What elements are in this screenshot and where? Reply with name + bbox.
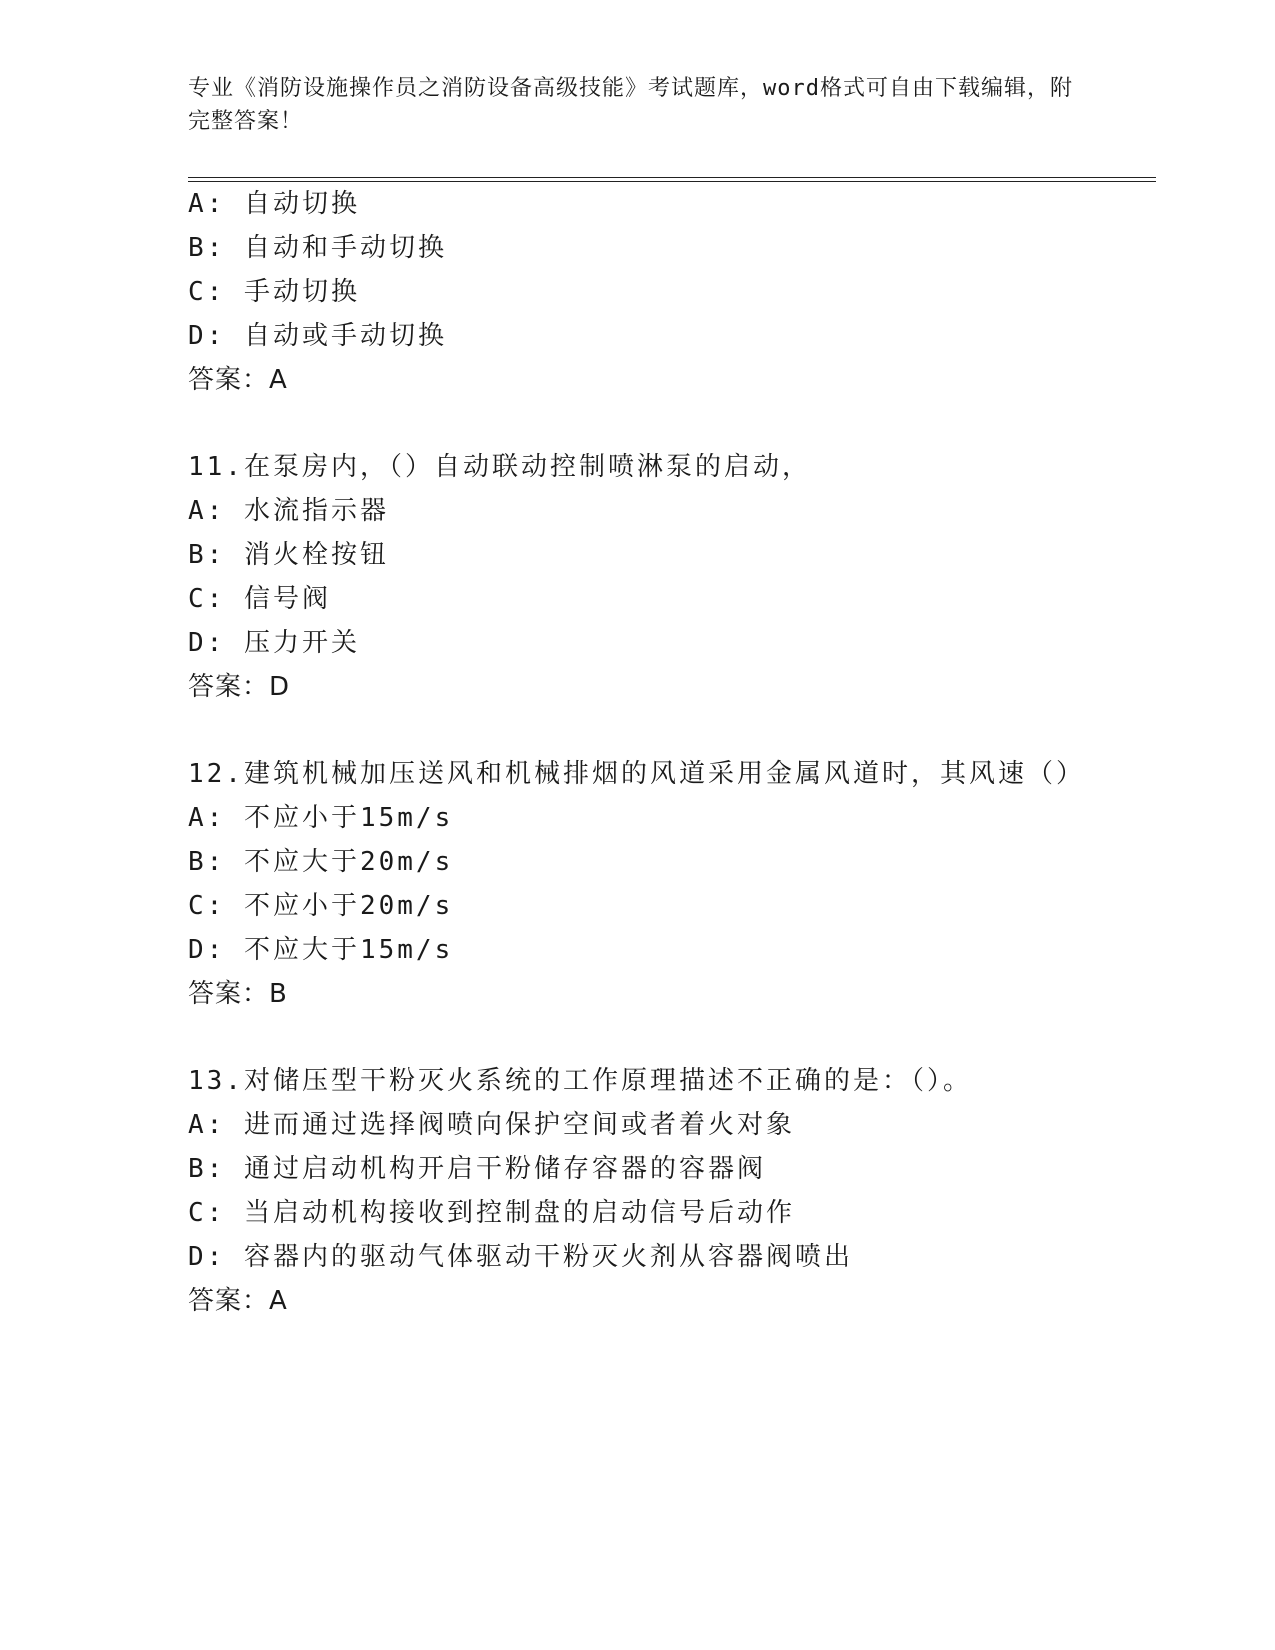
question-stem-12: 12.建筑机械加压送风和机械排烟的风道采用金属风道时，其风速（）	[188, 759, 1085, 789]
option-a: A: 不应小于15m/s	[188, 803, 454, 833]
option-d: D: 不应大于15m/s	[188, 935, 454, 965]
option-a: A: 自动切换	[188, 189, 360, 219]
option-c: C: 手动切换	[188, 277, 360, 307]
option-d: D: 容器内的驱动气体驱动干粉灭火剂从容器阀喷出	[188, 1242, 853, 1272]
option-d: D: 自动或手动切换	[188, 321, 447, 351]
option-b: B: 消火栓按钮	[188, 540, 389, 570]
option-c: C: 信号阀	[188, 584, 331, 614]
option-c: C: 当启动机构接收到控制盘的启动信号后动作	[188, 1198, 795, 1228]
header-divider-bottom	[188, 181, 1156, 182]
question-stem-11: 11.在泵房内，（）自动联动控制喷淋泵的启动，	[188, 452, 811, 482]
option-a: A: 水流指示器	[188, 496, 389, 526]
option-b: B: 自动和手动切换	[188, 233, 447, 263]
option-b: B: 不应大于20m/s	[188, 847, 454, 877]
option-b: B: 通过启动机构开启干粉储存容器的容器阀	[188, 1154, 766, 1184]
option-c: C: 不应小于20m/s	[188, 891, 454, 921]
answer-line: 答案：D	[188, 672, 291, 702]
answer-line: 答案：B	[188, 979, 288, 1009]
document-header: 专业《消防设施操作员之消防设备高级技能》考试题库，word格式可自由下载编辑，附完整答案！	[188, 76, 1073, 134]
answer-line: 答案：A	[188, 1286, 288, 1316]
question-stem-13: 13.对储压型干粉灭火系统的工作原理描述不正确的是：（）。	[188, 1066, 972, 1096]
option-d: D: 压力开关	[188, 628, 360, 658]
header-divider-top	[188, 177, 1156, 178]
answer-line: 答案：A	[188, 365, 288, 395]
option-a: A: 进而通过选择阀喷向保护空间或者着火对象	[188, 1110, 795, 1140]
